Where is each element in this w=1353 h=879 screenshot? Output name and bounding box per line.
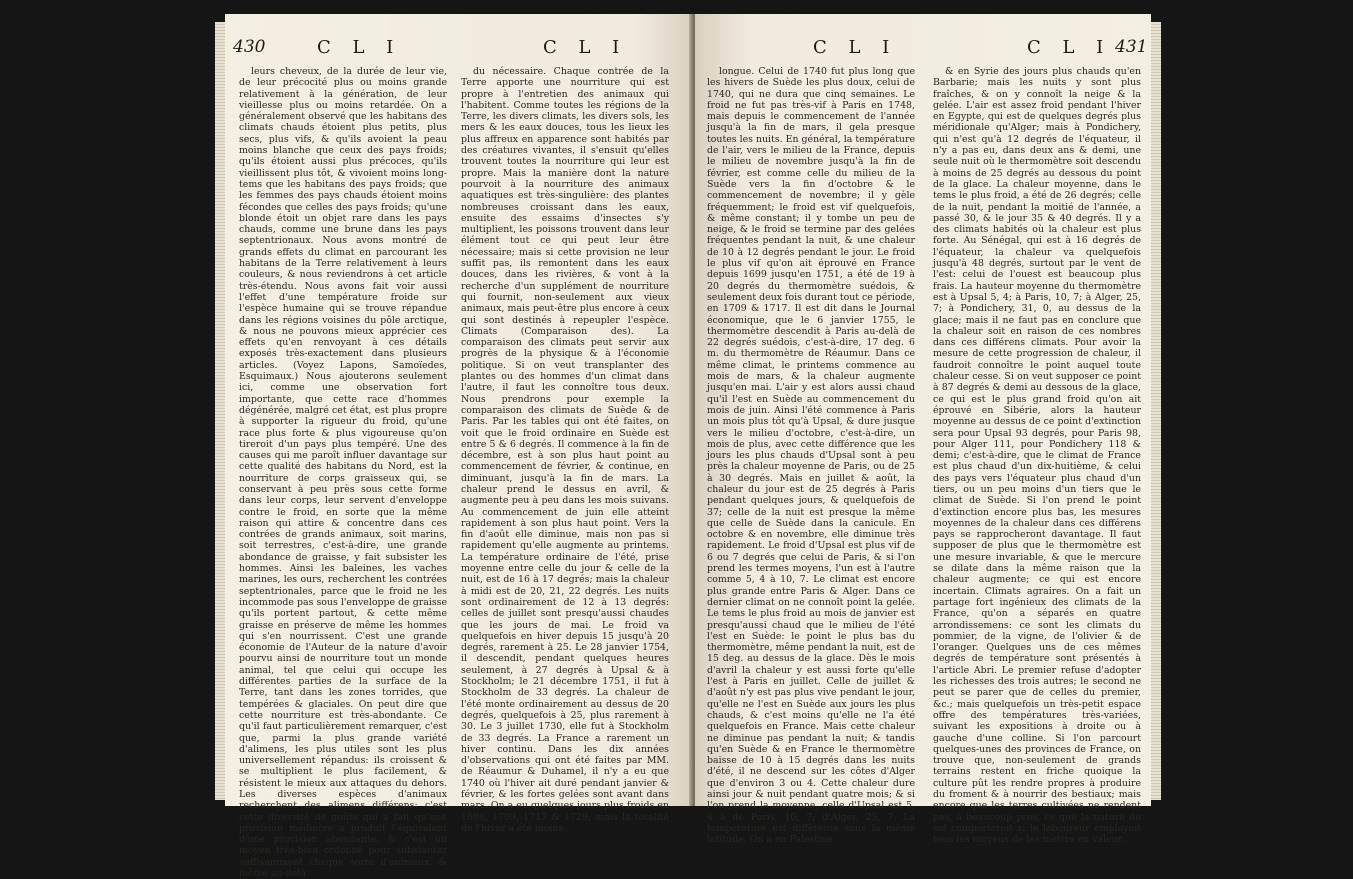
running-head-left: C L I xyxy=(813,37,898,58)
page-number: 431 xyxy=(1115,37,1148,57)
running-head-left: C L I xyxy=(317,37,402,58)
text-column-1 xyxy=(707,66,915,846)
page-edges-right xyxy=(1151,22,1161,800)
column-text: leurs cheveux, de la durée de leur vie, de leur précocité plus ou moins grande relativement à la génération, de leur vieillesse plus ou moins retardée. On a généralement observé que les habitans des climats chauds étoient plus petits, plus secs, plus vifs, & qu'ils avoient la peau moins blanche que ceux des pays froids; qu'ils étoient aussi plus précoces, qu'ils vieillissent plus tôt, & vivoient moins long-tems que les habitans des pays froids; que les femmes des pays chauds étoient moins fécondes que celles des pays froids; qu'une blonde étoit un objet rare dans les pays chauds, comme une brune dans les pays septentrionaux. Nous avons montré de grands effets du climat en parcourant les habitans de la Terre relativement à leurs couleurs, & nous reviendrons à cet article très-étendu. Nous avons fait voir aussi l'effet d'une température froide sur l'espèce humaine qui se trouve répandue dans les régions voisines du pôle arctique, & nous ne pouvons mieux apprécier ces effets qu'en renvoyant à ces détails exposés très-exactement dans plusieurs articles. (Voyez Lapons, Samoïedes, Esquimaux.) Nous ajouterons seulement ici, comme une observation fort importante, que cette race d'hommes dégénérée, malgré cet état, est plus propre à supporter la rigueur du froid, qu'une race plus forte & plus vigoureuse qu'on tireroit d'un pays plus tempéré. Une des causes qui me paroît influer davantage sur cette qualité des habitans du Nord, est la nourriture de corps graisseux qui, se conservant à peu près sous cette forme dans leur corps, leur servent d'enveloppe contre le froid, en sorte que la même raison qui attire & concentre dans ces contrées de grands animaux, soit marins, soit terrestres, c'est-à-dire, une grande abondance de graisse, y fait subsister les hommes. Ainsi les baleines, les vaches marines, les ours, recherchent les contrées septentrionales, parce que le froid ne les incommode pas sous l'enveloppe de graisse qu'ils portent partout, & cette même graisse en préserve de même les hommes qui s'en nourrissent. C'est une grande économie de l'Auteur de la nature d'avoir pourvu ainsi de nourriture tout un monde animal, tel que celui qui occupe les différentes parties de la surface de la Terre, tant dans les zones torrides, que tempérées & glaciales. On peut dire que cette nourriture est très-abondante. Ce qu'il faut particulièrement remarquer, c'est que, parmi la plus grande variété d'alimens, les plus utiles sont les plus universellement répandus: ils croissent & se multiplient le plus facilement, & résistent le mieux aux attaques du dehors. Les diverses espèces d'animaux recherchent des alimens différens: c'est cette diversité de goûts qui a fait qu'une provision médiocre a produit l'équivalent d'une provision abondante, & c'est un moyen très-bien ordonné pour substanter suffisamment chaque sorte d'animaux, & même au-delà xyxy=(239,66,447,879)
right-page-header xyxy=(695,36,1151,58)
text-column-2 xyxy=(933,66,1141,846)
left-page-header xyxy=(225,36,693,58)
text-column-1 xyxy=(239,66,447,879)
text-column-2 xyxy=(461,66,669,834)
right-page xyxy=(695,14,1151,846)
left-page xyxy=(225,14,693,879)
column-text: du nécessaire. Chaque contrée de la Terre apporte une nourriture qui est propre à l'entretien des animaux qui l'habitent. Comme toutes les régions de la Terre, les divers climats, les divers sols, les mers & les eaux douces, tous les lieux les plus affreux en apparence sont habités par des créatures vivantes, il s'ensuit qu'elles trouvent toutes la nourriture qui leur est propre. Mais la manière dont la nature pourvoit à la nourriture des animaux aquatiques est très-singulière: des plantes nombreuses croissant dans les eaux, ensuite des essaims d'insectes s'y multiplient, les poissons trouvent dans leur élément tout ce qui peut leur être nécessaire; mais si cette provision ne leur suffit pas, ils remontent dans les eaux douces, dans les rivières, & vont à la recherche d'un supplément de nourriture qui fournit, non-seulement aux vieux animaux, mais peut-être plus encore à ceux qui sont destinés à repeupler l'espèce. Climats (Comparaison des). La comparaison des climats peut servir aux progrès de la physique & à l'économie politique. Si on veut transplanter des plantes ou des hommes d'un climat dans l'autre, il faut les connoître tous deux. Nous prendrons pour exemple la comparaison des climats de Suède & de Paris. Par les tables qui ont été faites, on voit que le froid ordinaire en Suède est entre 5 & 6 degrés. Il commence à la fin de décembre, est à son plus haut point au commencement de février, & continue, en diminuant, jusqu'à la fin de mars. La chaleur prend le dessus en avril, & augmente peu à peu dans les mois suivans. Au commencement de juin elle atteint rapidement à son plus haut point. Vers la fin d'août elle diminue, mais non pas si rapidement qu'elle augmente au printems. La température ordinaire de l'été, prise moyenne entre celle du jour & celle de la nuit, est de 16 à 17 degrés; mais la chaleur à midi est de 20, 21, 22 degrés. Les nuits sont ordinairement de 12 à 13 degrés: celles de juillet sont presqu'aussi chaudes que les jours de mai. Le froid va quelquefois en hiver depuis 15 jusqu'à 20 degrés, rarement à 25. Le 28 janvier 1754, il descendit, pendant quelques heures seulement, à 27 degrés à Upsal & à Stockholm; le 21 décembre 1751, il fut à Stockholm de 33 degrés. La chaleur de l'été monte ordinairement au dessus de 20 degrés, quelquefois à 25, plus rarement à 30. Le 3 juillet 1730, elle fut à Stockholm de 33 degrés. La France a rarement un hiver continu. Dans les dix années d'observations qui ont été faites par MM. de Réaumur & Duhamel, il n'y a eu que 1740 où l'hiver ait duré pendant janvier & février, & les fortes gelées sont avant dans mars. On a eu quelques jours plus froids en 1698, 1709, 1717 & 1729; mais la totalité de l'hiver a été moins xyxy=(461,66,669,834)
running-head-right: C L I xyxy=(543,37,628,58)
column-text: longue. Celui de 1740 fut plus long que les hivers de Suède les plus doux, celui de 1740, qui ne dura que cinq semaines. Le froid ne fut pas très-vif à Paris en 1748, mais depuis le commencement de l'année jusqu'à la fin de mars, il gela presque toutes les nuits. En général, la température de l'air, vers le milieu de la France, depuis le milieu de novembre jusqu'à la fin de février, est comme celle du milieu de la Suède vers la fin d'octobre & le commencement de novembre; il y gèle fréquemment; le froid est vif quelquefois, & même constant; il y tombe un peu de neige, & le froid se termine par des gelées fréquentes pendant la nuit, & une chaleur de 10 à 12 degrés pendant le jour. Le froid le plus vif qu'on ait éprouvé en France depuis 1699 jusqu'en 1751, a été de 19 à 20 degrés du thermomètre suédois, & seulement deux fois durant tout ce période, en 1709 & 1717. Il est dit dans le Journal économique, que le 6 janvier 1755, le thermomètre descendit à Paris au-delà de 22 degrés suédois, c'est-à-dire, 17 deg. 6 m. du thermomètre de Réaumur. Dans ce même climat, le printems commence au mois de mars, & la chaleur augmente jusqu'en mai. L'air y est alors aussi chaud qu'il l'est en Suède au commencement du mois de juin. Ainsi l'été commence à Paris un mois plus tôt qu'à Upsal, & dure jusque vers le milieu d'octobre, c'est-à-dire, un mois de plus, avec cette différence que les jours les plus chauds d'Upsal sont à peu près la chaleur moyenne de Paris, ou de 25 à 30 degrés. Mais en juillet & août, la chaleur du jour est de 25 degrés à Paris pendant quelques jours, & quelquefois de 37; celle de la nuit est presque la même que celle de Suède dans la canicule. En octobre & en novembre, elle diminue très rapidement. Le froid d'Upsal est plus vif de 6 ou 7 degrés que celui de Paris, & si l'on prend les termes moyens, l'un est à l'autre comme 5, 4 à 10, 7. Le climat est encore plus grande entre Paris & Alger. Dans ce dernier climat on ne connoît point la gelée. Le tems le plus froid au mois de janvier est presqu'aussi chaud que le milieu de l'été l'est en Suède: le point le plus bas du thermomètre, même pendant la nuit, est de 15 deg. au dessus de la glace. Dès le mois d'avril la chaleur y est aussi forte qu'elle l'est à Paris en juillet. Celle de juillet & d'août n'y est pas plus vive pendant le jour, qu'elle ne l'est en Suède aux jours les plus chauds, & c'est moins qu'elle ne l'a été quelquefois en France. Mais cette chaleur ne diminue pas pendant la nuit; & tandis qu'en Suède & en France le thermomètre baisse de 10 à 15 degrés dans les nuits d'été, il ne descend sur les côtes d'Alger que d'environ 3 ou 4. Cette chaleur dure ainsi jour & nuit pendant quatre mois; & si l'on prend la moyenne, celle d'Upsal est 5, 4 à de Paris, 10, 7; d'Alger, 25, 7. La température est différente sous la même latitude. On a en Palestine xyxy=(707,66,915,846)
page-number: 430 xyxy=(233,37,266,57)
page-edges-left xyxy=(215,22,225,800)
running-head-right: C L I xyxy=(1027,37,1112,58)
column-text: & en Syrie des jours plus chauds qu'en Barbarie; mais les nuits y sont plus fraîches, & on y connoît la neige & la gelée. L'air est assez froid pendant l'hiver en Egypte, qui est de quelques degrés plus méridionale qu'Alger; mais à Pondichery, qui n'est qu'à 12 degrés de l'équateur, il n'y a pas eu, dans deux ans & demi, une seule nuit où le thermomètre soit descendu à moins de 25 degrés au dessous du point de la glace. La chaleur moyenne, dans le tems le plus froid, a été de 26 degrés; celle de la nuit, pendant la moitié de l'année, a passé 30, & le jour 35 & 40 degrés. Il y a des climats habités où la chaleur est plus forte. Au Sénégal, qui est à 16 degrés de l'équateur, la chaleur va quelquefois jusqu'à 48 degrés, surtout par le vent de l'est: celui de l'ouest est beaucoup plus frais. La hauteur moyenne du thermomètre est à Upsal 5, 4; à Paris, 10, 7; à Alger, 25, 7; à Pondichery, 31, 0, au dessus de la glace; mais il ne faut pas en conclure que la chaleur soit en raison de ces nombres dans ces différens climats. Pour avoir la mesure de cette progression de chaleur, il faudroit connoître le point auquel toute chaleur cesse. Si on veut supposer ce point à 87 degrés & demi au dessous de la glace, ce qui est le plus grand froid qu'on ait éprouvé en Sibérie, alors la hauteur moyenne au dessus de ce point d'extinction sera pour Upsal 93 degrés, pour Paris 98, pour Alger 111, pour Pondichery 118 & demi; c'est-à-dire, que le climat de France est plus chaud d'un dix-huitième, & celui des pays vers l'équateur plus chaud d'un tiers, ou un peu moins d'un tiers que le climat de Suède. Si l'on prend le point d'extinction encore plus bas, les mesures moyennes de la chaleur dans ces différens pays se rapprocheront davantage. Il faut supposer de plus que le thermomètre est une mesure invariable, & que le mercure se dilate dans la même raison que la chaleur augmente; ce qui est encore incertain. Climats agraires. On a fait un partage fort ingénieux des climats de la France, qu'on a séparés en quatre arrondissemens: ce sont les climats du pommier, de la vigne, de l'olivier & de l'oranger. Quelques uns de ces mêmes degrés de température sont présentés à l'article Abri. Le premier refuse d'adopter les richesses des trois autres; le second ne peut se parer que de celles du premier, &c.; mais quelquefois un très-petit espace offre des températures très-variées, suivant les expositions à droite ou à gauche d'une colline. Si l'on parcourt quelques-unes des provinces de France, on trouve que, non-seulement de grands terrains restent en friche quoique la culture pût les rendre propres à produire du froment & à nourrir des bestiaux; mais encore que les terres cultivées ne rendent pas, à beaucoup près, ce que la nature du sol comporteroit si le laboureur employoit tous les moyens de les mettre en valeur. xyxy=(933,66,1141,846)
